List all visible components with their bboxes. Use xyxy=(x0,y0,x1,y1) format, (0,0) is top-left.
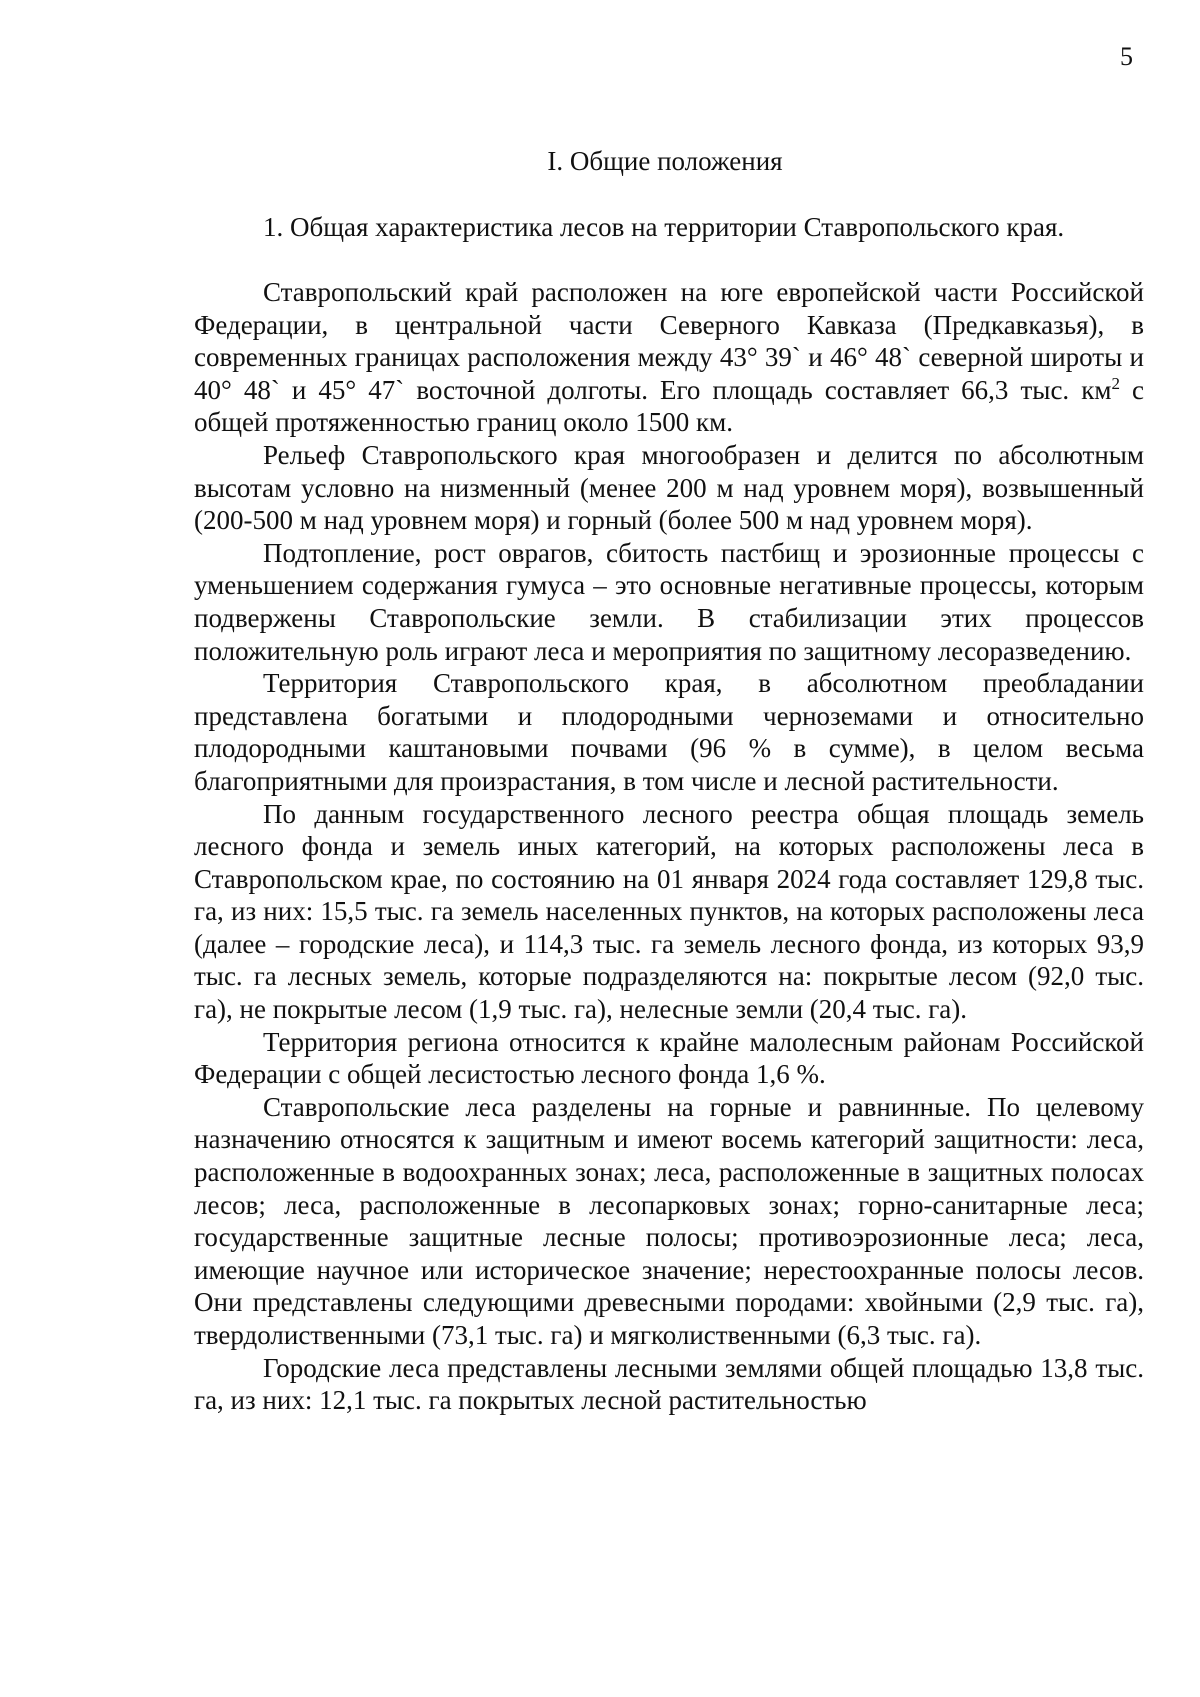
paragraph-forest-categories: Ставропольские леса разделены на горные и равнинные. По целевому назначению относятся к защитным и имеют восемь категорий защитности: леса, расположенные в водоохранных зонах; леса, расположенные в защитных полосах лесов; леса, расположенные в лесопарковых зонах; горно-санитарные леса; государственные защитные лесные полосы; противоэрозионные леса; леса, имеющие научное или историческое значение; нерестоохранные полосы лесов. Они представлены следующими древесными породами: хвойными (2,9 тыс. га), твердолиственными (73,1 тыс. га) и мягколиственными (6,3 тыс. га). xyxy=(194,1091,1144,1350)
superscript: 2 xyxy=(1111,373,1120,393)
paragraph-forest-cover: Территория региона относится к крайне малолесным районам Российской Федерации с общей лесистостью лесного фонда 1,6 %. xyxy=(194,1026,1144,1090)
paragraph-text: с общей протяженностью границ около 1500 км. xyxy=(194,374,1145,438)
paragraph-urban-forests: Городские леса представлены лесными землями общей площадью 13,8 тыс. га, из них: 12,1 тыс. га покрытых лесной растительностью xyxy=(194,1352,1144,1416)
paragraph-negative-processes: Подтопление, рост оврагов, сбитость пастбищ и эрозионные процессы с уменьшением содержания гумуса – это основные негативные процессы, которым подвержены Ставропольские земли. В стабилизации этих процессов положительную роль играют леса и мероприятия по защитному лесоразведению. xyxy=(194,537,1144,666)
paragraph-text: Ставропольский край расположен на юге европейской части Российской Федерации, в центральной части Северного Кавказа (Предкавказья), в современных границах расположения между 43° 39` и 46° 48` северной широты и 40° 48` и 45° 47` восточной долготы. Его площадь составляет 66,3 тыс. км xyxy=(194,277,1144,405)
page-number: 5 xyxy=(1120,42,1133,71)
paragraph-soils: Территория Ставропольского края, в абсолютном преобладании представлена богатыми и плодородными черноземами и относительно плодородными каштановыми почвами (96 % в сумме), в целом весьма благоприятными для произрастания, в том числе и лесной растительности. xyxy=(194,668,1144,796)
body-text xyxy=(194,276,1144,1417)
section-title: I. Общие положения xyxy=(547,146,783,176)
paragraph-geography xyxy=(194,276,1144,439)
paragraph-relief: Рельеф Ставропольского края многообразен и делится по абсолютным высотам условно на низменный (менее 200 м над уровнем моря), возвышенный (200-500 м над уровнем моря) и горный (более 500 м над уровнем моря). xyxy=(194,439,1144,536)
subsection-title: 1. Общая характеристика лесов на территории Ставропольского края. xyxy=(263,212,1065,242)
paragraph-forest-registry: По данным государственного лесного реестра общая площадь земель лесного фонда и земель иных категорий, на которых расположены леса в Ставропольском крае, по состоянию на 01 января 2024 года составляет 129,8 тыс. га, из них: 15,5 тыс. га земель населенных пунктов, на которых расположены леса (далее – городские леса), и 114,3 тыс. га земель лесного фонда, из которых 93,9 тыс. га лесных земель, которые подразделяются на: покрытые лесом (92,0 тыс. га), не покрытые лесом (1,9 тыс. га), нелесные земли (20,4 тыс. га). xyxy=(194,798,1144,1025)
